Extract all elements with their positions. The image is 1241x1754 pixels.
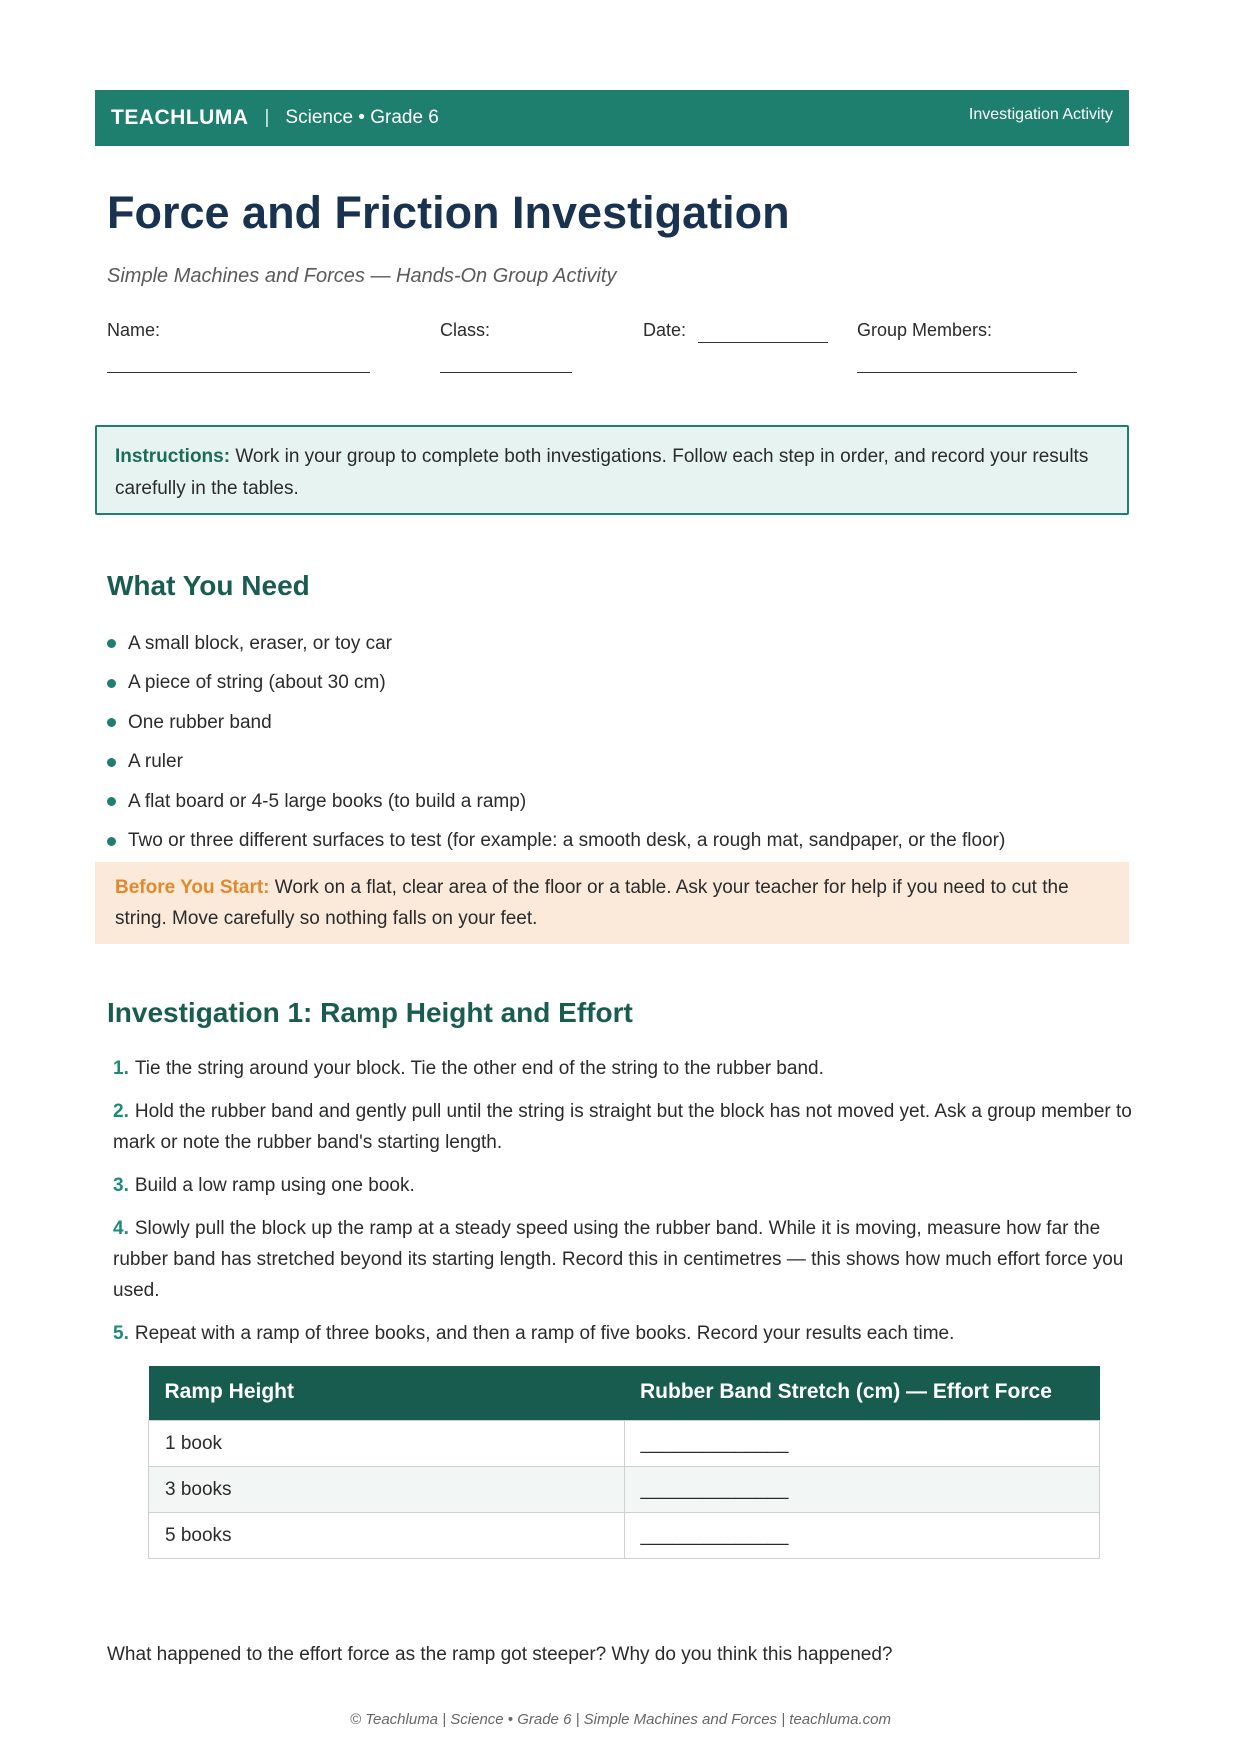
ramp-height-cell: 1 book xyxy=(149,1421,625,1467)
date-label: Date: xyxy=(643,320,687,340)
bullet-dot-icon xyxy=(107,837,116,846)
column-header-ramp-height: Ramp Height xyxy=(149,1366,625,1421)
activity-type: Investigation Activity xyxy=(968,106,1113,123)
results-table xyxy=(148,1366,1100,1559)
page-title: Force and Friction Investigation xyxy=(107,187,790,238)
step-number: 3. xyxy=(113,1175,129,1196)
table-row xyxy=(149,1421,1100,1467)
instructions-text: Work in your group to complete both investigations. Follow each step in order, and record your results carefully in the tables. xyxy=(115,446,1089,499)
materials-list xyxy=(107,624,1005,861)
step-item xyxy=(113,1096,1143,1158)
step-text: Hold the rubber band and gently pull until the string is straight but the block has not moved yet. Ask a group member to mark or note the rubber band's starting length. xyxy=(113,1101,1132,1153)
list-item xyxy=(107,743,1005,783)
step-text: Build a low ramp using one book. xyxy=(134,1175,415,1196)
list-item-text: Two or three different surfaces to test (for example: a smooth desk, a rough mat, sandpaper, or the floor) xyxy=(128,830,1006,852)
step-number: 2. xyxy=(113,1101,129,1122)
page-footer: © Teachluma | Science • Grade 6 | Simple Machines and Forces | teachluma.com xyxy=(349,1711,892,1728)
ramp-height-cell: 5 books xyxy=(149,1513,625,1559)
group-members-field[interactable] xyxy=(857,372,1077,373)
class-label: Class: xyxy=(440,320,491,340)
table-header-row xyxy=(149,1366,1100,1421)
list-item xyxy=(107,703,1005,743)
bullet-dot-icon xyxy=(107,758,116,767)
caution-label: Before You Start: xyxy=(115,877,270,898)
list-item xyxy=(107,664,1005,704)
name-field[interactable] xyxy=(107,372,370,373)
instructions-box xyxy=(95,425,1129,515)
instructions-label: Instructions: xyxy=(115,446,231,467)
bullet-dot-icon xyxy=(107,639,116,648)
header-separator: | xyxy=(264,107,270,128)
list-item xyxy=(107,822,1005,862)
table-row xyxy=(149,1513,1100,1559)
step-item xyxy=(113,1318,1143,1349)
reflection-question: What happened to the effort force as the ramp got steeper? Why do you think this happened? xyxy=(107,1644,893,1665)
bullet-dot-icon xyxy=(107,718,116,727)
list-item xyxy=(107,782,1005,822)
class-field[interactable] xyxy=(440,372,572,373)
stretch-answer-cell[interactable]: ______________ xyxy=(624,1467,1100,1513)
list-item-text: A flat board or 4-5 large books (to build a ramp) xyxy=(128,790,527,812)
bullet-dot-icon xyxy=(107,797,116,806)
page-subtitle: Simple Machines and Forces — Hands-On Group Activity xyxy=(107,265,617,287)
bullet-dot-icon xyxy=(107,679,116,688)
list-item xyxy=(107,624,1005,664)
name-label: Name: xyxy=(107,320,161,340)
step-number: 4. xyxy=(113,1218,129,1239)
step-text: Slowly pull the block up the ramp at a steady speed using the rubber band. While it is moving, measure how far the rubber band has stretched beyond its starting length. Record this in centimetres — this shows how much effort force you used. xyxy=(113,1218,1124,1301)
header-bar xyxy=(95,90,1129,146)
subject-grade: Science • Grade 6 xyxy=(285,107,439,128)
list-item-text: A piece of string (about 30 cm) xyxy=(128,672,386,694)
group-members-label: Group Members: xyxy=(857,320,993,340)
column-header-effort-force: Rubber Band Stretch (cm) — Effort Force xyxy=(624,1366,1100,1421)
ramp-height-cell: 3 books xyxy=(149,1467,625,1513)
list-item-text: A ruler xyxy=(128,751,183,773)
step-item xyxy=(113,1170,1143,1201)
brand-name: TEACHLUMA xyxy=(111,106,249,129)
step-text: Repeat with a ramp of three books, and then a ramp of five books. Record your results each time. xyxy=(134,1323,955,1344)
stretch-answer-cell[interactable]: ______________ xyxy=(624,1513,1100,1559)
before-you-start-box xyxy=(95,862,1129,944)
step-item xyxy=(113,1053,1143,1084)
table-row xyxy=(149,1467,1100,1513)
list-item-text: One rubber band xyxy=(128,711,272,733)
step-item xyxy=(113,1213,1143,1306)
procedure-steps xyxy=(113,1053,1143,1361)
step-number: 5. xyxy=(113,1323,129,1344)
list-item-text: A small block, eraser, or toy car xyxy=(128,632,392,654)
date-field[interactable] xyxy=(698,342,828,343)
step-text: Tie the string around your block. Tie the other end of the string to the rubber band. xyxy=(134,1058,824,1079)
stretch-answer-cell[interactable]: ______________ xyxy=(624,1421,1100,1467)
what-you-need-heading: What You Need xyxy=(107,570,310,601)
investigation-1-heading: Investigation 1: Ramp Height and Effort xyxy=(107,997,633,1028)
step-number: 1. xyxy=(113,1058,129,1079)
caution-text: Work on a flat, clear area of the floor or a table. Ask your teacher for help if you need to cut the string. Move carefully so nothing falls on your feet. xyxy=(115,877,1069,929)
